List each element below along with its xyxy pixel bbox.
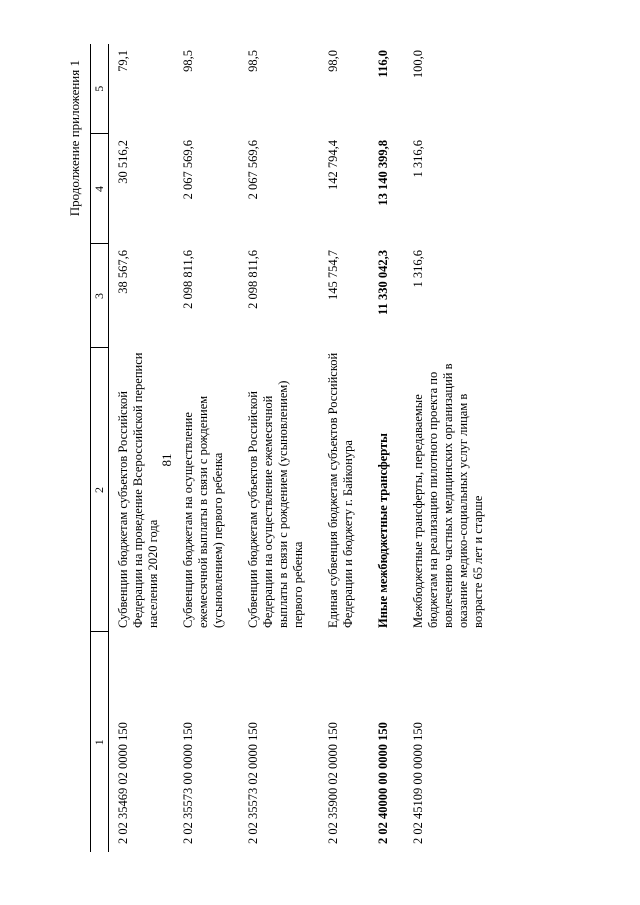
row-name: Межбюджетные трансферты, передаваемые бюджетам на реализацию пилотного проекта по вовлечению частных медицинских организаций в оказание медико-социальных услуг лицам в возрасте 65 лет и старше — [411, 363, 485, 628]
table-body — [109, 44, 500, 852]
row-col3: 11 330 042,3 — [376, 250, 390, 315]
row-col5: 98,0 — [326, 50, 340, 72]
table-row-total — [369, 44, 404, 852]
table-row — [239, 44, 319, 852]
row-name: Субвенции бюджетам субъектов Российской Федерации на осуществление ежемесячной выплаты в связи с рождением (усыновлением) первого ребенка — [246, 380, 305, 628]
row-col4: 1 316,6 — [411, 140, 425, 178]
budget-table — [90, 44, 499, 852]
header-col-1: 1 — [91, 632, 109, 852]
row-col3: 1 316,6 — [411, 250, 425, 288]
row-name: Иные межбюджетные трансферты — [376, 433, 390, 628]
row-col3: 2 098 811,6 — [246, 250, 260, 309]
table-header — [91, 44, 109, 852]
row-code: 2 02 35469 02 0000 150 — [116, 722, 130, 844]
row-code: 2 02 35573 02 0000 150 — [246, 722, 260, 844]
row-col4: 30 516,2 — [116, 140, 130, 184]
row-col5: 98,5 — [246, 50, 260, 72]
row-col3: 38 567,6 — [116, 250, 130, 294]
row-col3: 145 754,7 — [326, 250, 340, 300]
row-col4: 2 067 569,6 — [246, 140, 260, 200]
row-name: Субвенции бюджетам на осуществление ежемесячной выплаты в связи с рождением (усыновлением) первого ребенка — [181, 395, 225, 628]
header-col-5: 5 — [91, 44, 109, 134]
table-row — [404, 44, 499, 852]
row-name: Единая субвенция бюджетам субъектов Российской Федерации и бюджету г. Байконура — [326, 352, 355, 628]
header-col-2: 2 — [91, 348, 109, 632]
row-code: 2 02 45109 00 0000 150 — [411, 722, 425, 844]
table-row — [109, 44, 175, 852]
page-number: 81 — [159, 453, 174, 467]
row-code: 2 02 40000 00 0000 150 — [376, 722, 390, 844]
row-col5: 79,1 — [116, 50, 130, 72]
row-col4: 2 067 569,6 — [181, 140, 195, 200]
row-col5: 100,0 — [411, 50, 425, 79]
header-col-3: 3 — [91, 244, 109, 348]
row-code: 2 02 35900 02 0000 150 — [326, 722, 340, 844]
row-col5: 116,0 — [376, 50, 390, 78]
row-col4: 142 794,4 — [326, 140, 340, 190]
row-col5: 98,5 — [181, 50, 195, 72]
table-row — [174, 44, 239, 852]
row-code: 2 02 35573 00 0000 150 — [181, 722, 195, 844]
row-col3: 2 098 811,6 — [181, 250, 195, 309]
header-col-4: 4 — [91, 134, 109, 244]
continuation-label: Продолжение приложения 1 — [67, 60, 82, 217]
header-row — [91, 44, 109, 852]
row-col4: 13 140 399,8 — [376, 140, 390, 206]
row-name: Субвенции бюджетам субъектов Российской Федерации на проведение Всероссийской переписи населения 2020 года — [116, 352, 160, 628]
table-row — [319, 44, 369, 852]
